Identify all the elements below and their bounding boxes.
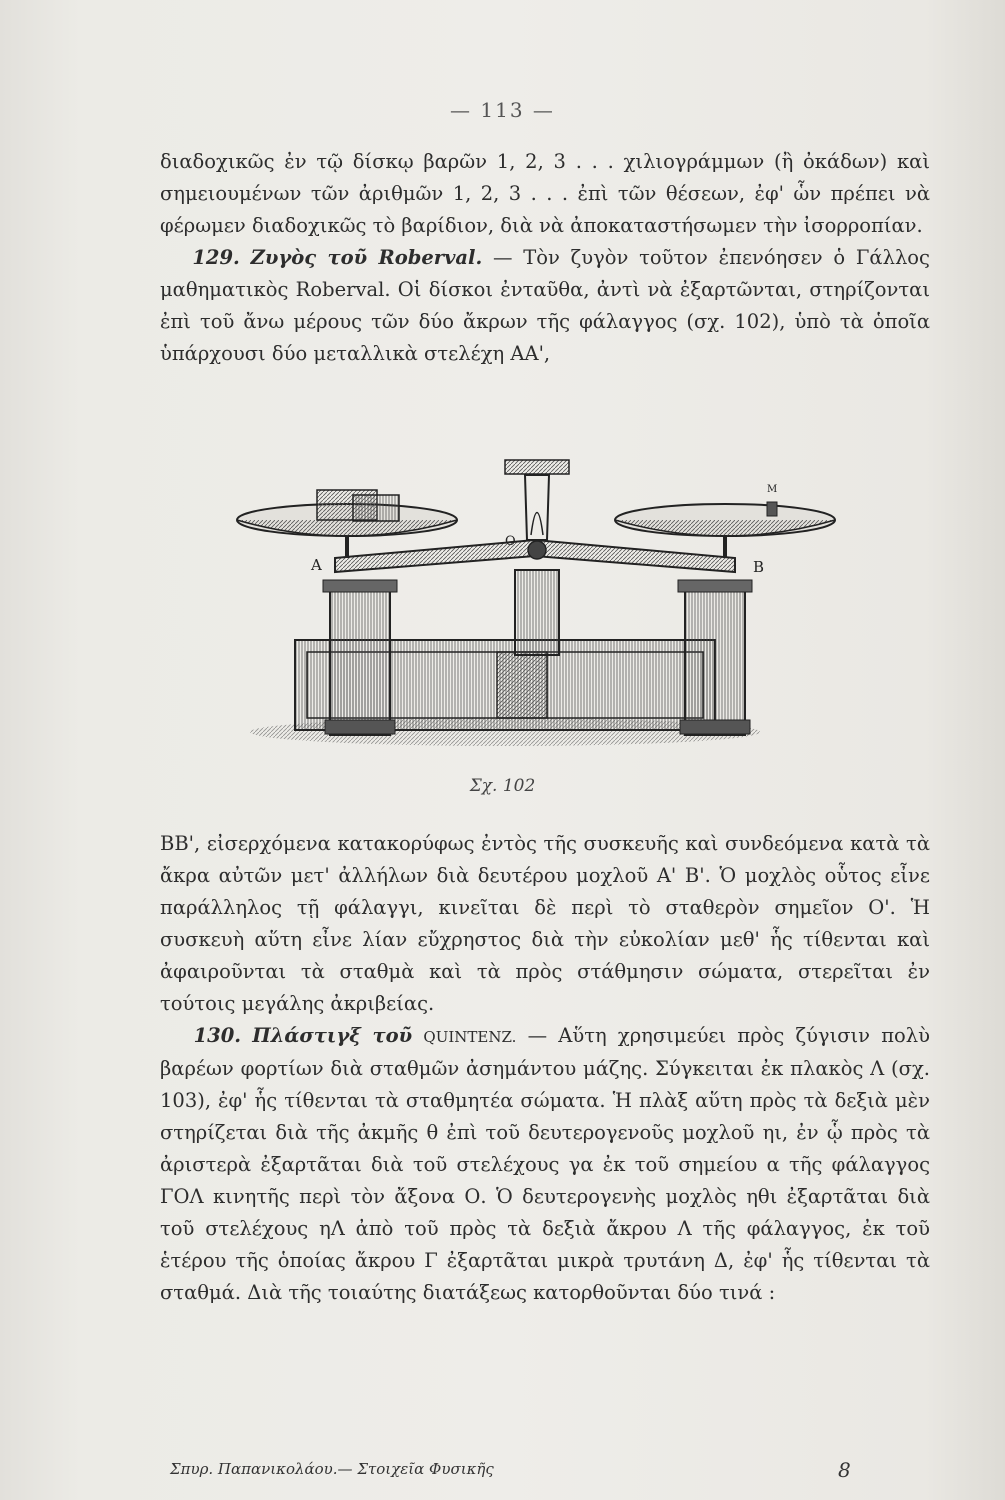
beam-pivot	[528, 541, 546, 559]
roberval-balance-figure	[235, 440, 778, 760]
text-block-bottom	[160, 828, 930, 1309]
section-130-name: QUINTENZ.	[423, 1028, 517, 1046]
label-B: B	[753, 558, 765, 576]
paragraph-1: διαδοχικῶς ἐν τῷ δίσκῳ βαρῶν 1, 2, 3 . . . χιλιογράμμων (ἢ ὀκάδων) καὶ σημειουμένων τῶν ἀριθμῶν 1, 2, 3 . . . ἐπὶ τῶν θέσεων, ἐφ' ὧν πρέπει νὰ φέρωμεν διαδοχικῶς τὸ βαρίδιον, διὰ νὰ ἀποκαταστήσωμεν τὴν ἰσορροπίαν.	[160, 150, 930, 237]
pointer	[525, 475, 549, 540]
section-130-text: — Αὕτη χρησιμεύει πρὸς ζύγισιν πολὺ βαρέων φορτίων διὰ σταθμῶν ἀσημάντου μάζης. Σύγκειται ἐκ πλακὸς Λ (σχ. 103), ἐφ' ἧς τίθενται τὰ σταθμητέα σώματα. Ἡ πλὰξ αὕτη πρὸς τὰ δεξιὰ μὲν στηρίζεται διὰ τῆς ἀκμῆς θ ἐπὶ τοῦ δευτερογενοῦς μοχλοῦ ηι, ἐν ᾧ πρὸς τὰ ἀριστερὰ ἐξαρτᾶται διὰ τοῦ στελέχους γα ἐκ τοῦ σημείου α τῆς φάλαγγος ΓΟΛ κινητῆς περὶ τὸν ἄξονα Ο. Ὁ δευτερογενὴς μοχλὸς ηθι ἐξαρτᾶται διὰ τοῦ στελέχους ηΛ ἀπὸ τοῦ πρὸς τὰ δεξιὰ ἄκρου Λ τῆς φάλαγγος, ἐκ τοῦ ἑτέρου τῆς ὁποίας ἄκρου Γ ἐξαρτᾶται μικρὰ τρυτάνη Δ, ἐφ' ἧς τίθενται τὰ σταθμά. Διὰ τῆς τοιαύτης διατάξεως κατορθοῦνται δύο τινά :	[160, 1024, 931, 1304]
right-column	[685, 585, 745, 735]
weight-block-small	[353, 495, 399, 521]
text-block-top	[160, 146, 930, 370]
page-number: — 113 —	[450, 98, 555, 122]
section-130-number: 130.	[193, 1024, 242, 1047]
small-weight	[767, 502, 777, 516]
section-129	[160, 242, 930, 370]
label-O: O	[505, 534, 516, 549]
footer-signature-number: 8	[838, 1458, 851, 1482]
section-130	[160, 1020, 930, 1309]
section-129-text: — Τὸν ζυγὸν τοῦτον ἐπενόησεν ὁ Γάλλος μαθηματικὸς Roberval. Οἱ δίσκοι ἐνταῦθα, ἀντὶ νὰ ἐξαρτῶνται, στηρίζονται ἐπὶ τοῦ ἄνω μέρους τῶν δύο ἄκρων τῆς φάλαγγος (σχ. 102), ὑπὸ τὰ ὁποῖα ὑπάρχουσι δύο μεταλλικὰ στελέχη ΑΑ',	[160, 246, 930, 365]
left-column	[330, 585, 390, 735]
section-129-title: Ζυγὸς τοῦ Roberval.	[250, 246, 483, 269]
section-129-number: 129.	[192, 246, 240, 269]
label-M: M	[767, 484, 778, 495]
label-A: A	[311, 556, 322, 574]
figure-caption: Σχ. 102	[469, 776, 536, 796]
section-130-title: Πλάστιγξ τοῦ	[252, 1024, 413, 1047]
footer-attribution: Σπυρ. Παπανικολάου.— Στοιχεῖα Φυσικῆς	[170, 1460, 494, 1478]
central-column	[515, 570, 559, 655]
paragraph-2: ΒΒ', εἰσερχόμενα κατακορύφως ἐντὸς τῆς συσκευῆς καὶ συνδεόμενα κατὰ τὰ ἄκρα αὐτῶν μετ' ἀλλήλων διὰ δευτέρου μοχλοῦ Α' Β'. Ὁ μοχλὸς οὗτος εἶνε παράλληλος τῇ φάλαγγι, κινεῖται δὲ περὶ τὸ σταθερὸν σημεῖον Ο'. Ἡ συσκευὴ αὕτη εἶνε λίαν εὔχρηστος διὰ τὴν εὐκολίαν μεθ' ἧς τίθενται καὶ ἀφαιροῦνται τὰ σταθμὰ καὶ τὰ πρὸς στάθμησιν σώματα, στερεῖται ἐν τούτοις μεγάλης ἀκριβείας.	[160, 832, 930, 1015]
